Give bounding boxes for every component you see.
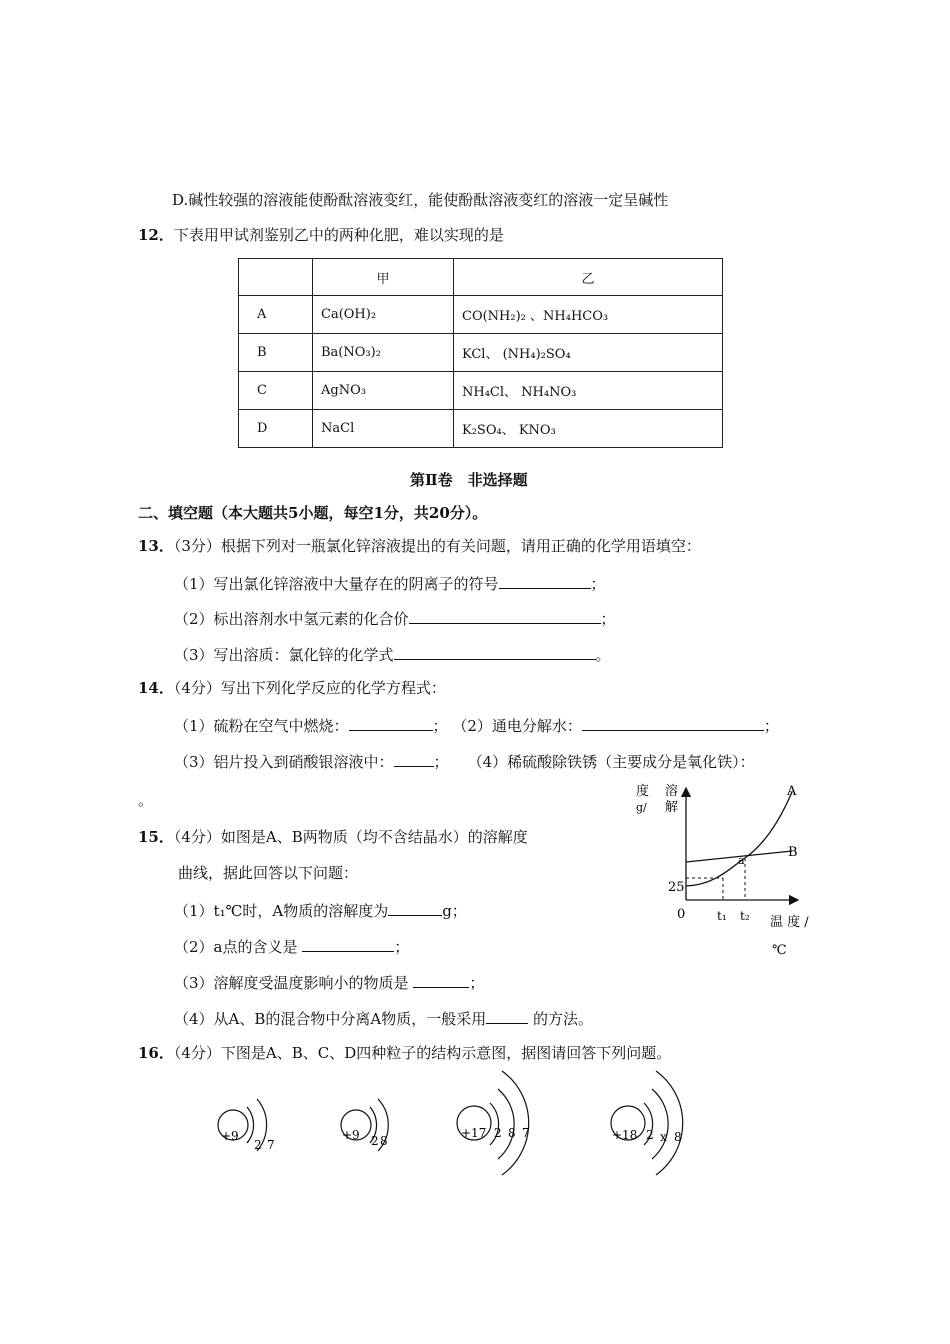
table-cell: CO(NH₂)₂ 、NH₄HCO₃ xyxy=(454,296,723,334)
table-row xyxy=(239,372,723,410)
sub-question-text: （4）从A、B的混合物中分离A物质，一般采用 xyxy=(174,1010,487,1028)
q14-line-2 xyxy=(174,750,755,772)
particle-d-diagram xyxy=(600,1065,710,1185)
table-row xyxy=(239,296,723,334)
punctuation: ； xyxy=(763,717,779,735)
shell-electrons: 7 xyxy=(522,1126,530,1140)
shell-electrons: 8 xyxy=(674,1130,682,1144)
sub-question-text: （4）稀硫酸除铁锈（主要成分是氧化铁）： xyxy=(467,753,755,771)
punctuation: ； xyxy=(469,974,485,992)
electron-shell xyxy=(656,1071,683,1175)
question-16 xyxy=(138,1043,671,1063)
q11-option-d: D.碱性较强的溶液能使酚酞溶液变红，能使酚酞溶液变红的溶液一定呈碱性 xyxy=(172,191,669,209)
shell-electrons: 2 xyxy=(494,1126,502,1140)
table-cell: AgNO₃ xyxy=(313,372,454,410)
electron-shell xyxy=(652,1089,668,1159)
table-header-row xyxy=(239,259,723,296)
question-number: 12． xyxy=(138,226,174,244)
origin-label: 0 xyxy=(677,907,686,922)
q14-tail: 。 xyxy=(138,791,154,809)
punctuation: ； xyxy=(590,575,606,593)
nucleus-charge: +17 xyxy=(461,1126,487,1140)
nucleus-charge: +9 xyxy=(342,1128,360,1142)
answer-blank[interactable] xyxy=(388,899,442,916)
series-a-label: A xyxy=(787,784,797,799)
sub-question-text: （2）通电分解水： xyxy=(452,717,582,735)
q14-line-1 xyxy=(174,714,779,736)
question-number: 16． xyxy=(138,1044,174,1062)
sub-question-text: 的方法。 xyxy=(528,1010,594,1028)
point-a-label: a xyxy=(738,854,745,867)
sub-question-text: g； xyxy=(442,902,467,920)
table-cell: K₂SO₄、 KNO₃ xyxy=(454,410,723,448)
fill-in-section-title: 二、填空题（本大题共5小题，每空1分，共20分）。 xyxy=(138,504,488,522)
shell-electrons: 8 xyxy=(380,1134,388,1148)
reagent-table xyxy=(238,258,723,448)
q15-sub-2 xyxy=(174,935,409,957)
q13-sub-3 xyxy=(174,643,611,665)
curve-a xyxy=(686,792,792,886)
particle-a-diagram xyxy=(205,1085,295,1165)
particle-b-diagram xyxy=(328,1085,418,1165)
punctuation: ； xyxy=(432,717,448,735)
table-cell: Ba(NO₃)₂ xyxy=(313,334,454,372)
shell-electrons: 7 xyxy=(267,1138,275,1152)
section-title: 第Ⅱ卷 非选择题 xyxy=(410,471,528,489)
q13-sub-1 xyxy=(174,572,606,594)
table-cell: NH₄Cl、 NH₄NO₃ xyxy=(454,372,723,410)
answer-blank[interactable] xyxy=(413,971,469,988)
table-row xyxy=(239,334,723,372)
table-cell: D xyxy=(239,410,313,448)
sub-question-text: （1）硫粉在空气中燃烧： xyxy=(174,717,349,735)
sub-question-text: （2）标出溶剂水中氢元素的化合价 xyxy=(174,610,409,628)
series-b-label: B xyxy=(788,845,798,860)
shell-electrons: 2 xyxy=(646,1128,654,1142)
answer-blank[interactable] xyxy=(582,714,764,731)
nucleus-charge: +18 xyxy=(612,1128,638,1142)
answer-blank[interactable] xyxy=(409,607,601,624)
punctuation: ； xyxy=(394,938,410,956)
table-header-cell: 甲 xyxy=(313,259,454,296)
q15-sub-1 xyxy=(174,899,467,921)
q15-stem-cont: 曲线，据此回答以下问题： xyxy=(178,864,359,882)
question-stem: （4分）下图是A、B、C、D四种粒子的结构示意图，据图请回答下列问题。 xyxy=(173,1044,672,1062)
sub-question-text: （2）a点的含义是 xyxy=(174,938,303,956)
y-label-3: 度 xyxy=(636,784,650,799)
electron-shell xyxy=(502,1071,529,1175)
x-tick-t1: t₁ xyxy=(717,909,727,923)
table-header-cell: 乙 xyxy=(454,259,723,296)
question-13 xyxy=(138,536,701,556)
solubility-curve-chart xyxy=(620,778,830,964)
shell-electrons: 2 xyxy=(371,1134,379,1148)
table-cell: Ca(OH)₂ xyxy=(313,296,454,334)
punctuation: ； xyxy=(433,753,449,771)
y-label-4: g/ xyxy=(636,801,647,814)
table-cell: A xyxy=(239,296,313,334)
x-axis-label: 温 度 / xyxy=(770,915,809,930)
sub-question-text: （1）t₁℃时，A物质的溶解度为 xyxy=(174,902,389,920)
answer-blank[interactable] xyxy=(394,750,434,767)
answer-blank[interactable] xyxy=(486,1007,528,1024)
sub-question-text: （3）溶解度受温度影响小的物质是 xyxy=(174,974,414,992)
question-12 xyxy=(138,225,504,245)
q15-sub-3 xyxy=(174,971,484,993)
answer-blank[interactable] xyxy=(394,643,596,660)
shell-electrons: x xyxy=(660,1130,667,1144)
x-axis-unit: ℃ xyxy=(772,943,787,958)
punctuation: 。 xyxy=(595,646,611,664)
x-tick-t2: t₂ xyxy=(740,909,750,923)
y-tick-25: 25 xyxy=(668,880,685,895)
y-label-2: 解 xyxy=(665,800,679,815)
question-number: 15． xyxy=(138,828,174,846)
y-label-1: 溶 xyxy=(665,784,679,799)
question-15 xyxy=(138,827,528,847)
sub-question-text: （1）写出氯化锌溶液中大量存在的阴离子的符号 xyxy=(174,575,499,593)
sub-question-text: （3）铝片投入到硝酸银溶液中： xyxy=(174,753,394,771)
question-stem: （3分）根据下列对一瓶氯化锌溶液提出的有关问题，请用正确的化学用语填空： xyxy=(173,537,701,555)
table-row xyxy=(239,410,723,448)
nucleus-charge: +9 xyxy=(221,1129,239,1143)
table-cell: B xyxy=(239,334,313,372)
question-stem: （4分）如图是A、B两物质（均不含结晶水）的溶解度 xyxy=(173,828,528,846)
question-number: 14． xyxy=(138,679,174,697)
punctuation: ； xyxy=(600,610,616,628)
q13-sub-2 xyxy=(174,607,616,629)
answer-blank[interactable] xyxy=(499,572,591,589)
particle-c-diagram xyxy=(450,1065,560,1185)
table-cell: NaCl xyxy=(313,410,454,448)
table-cell: KCl、 (NH₄)₂SO₄ xyxy=(454,334,723,372)
question-number: 13． xyxy=(138,537,174,555)
answer-blank[interactable] xyxy=(349,714,433,731)
table-cell: C xyxy=(239,372,313,410)
electron-shell xyxy=(498,1089,514,1159)
shell-electrons: 8 xyxy=(508,1126,516,1140)
table-header-cell xyxy=(239,259,313,296)
shell-electrons: 2 xyxy=(254,1138,262,1152)
question-14 xyxy=(138,678,446,698)
q15-sub-4 xyxy=(174,1007,593,1029)
question-stem: （4分）写出下列化学反应的化学方程式： xyxy=(173,679,446,697)
question-stem: 下表用甲试剂鉴别乙中的两种化肥，难以实现的是 xyxy=(173,226,504,244)
answer-blank[interactable] xyxy=(302,935,394,952)
sub-question-text: （3）写出溶质：氯化锌的化学式 xyxy=(174,646,394,664)
